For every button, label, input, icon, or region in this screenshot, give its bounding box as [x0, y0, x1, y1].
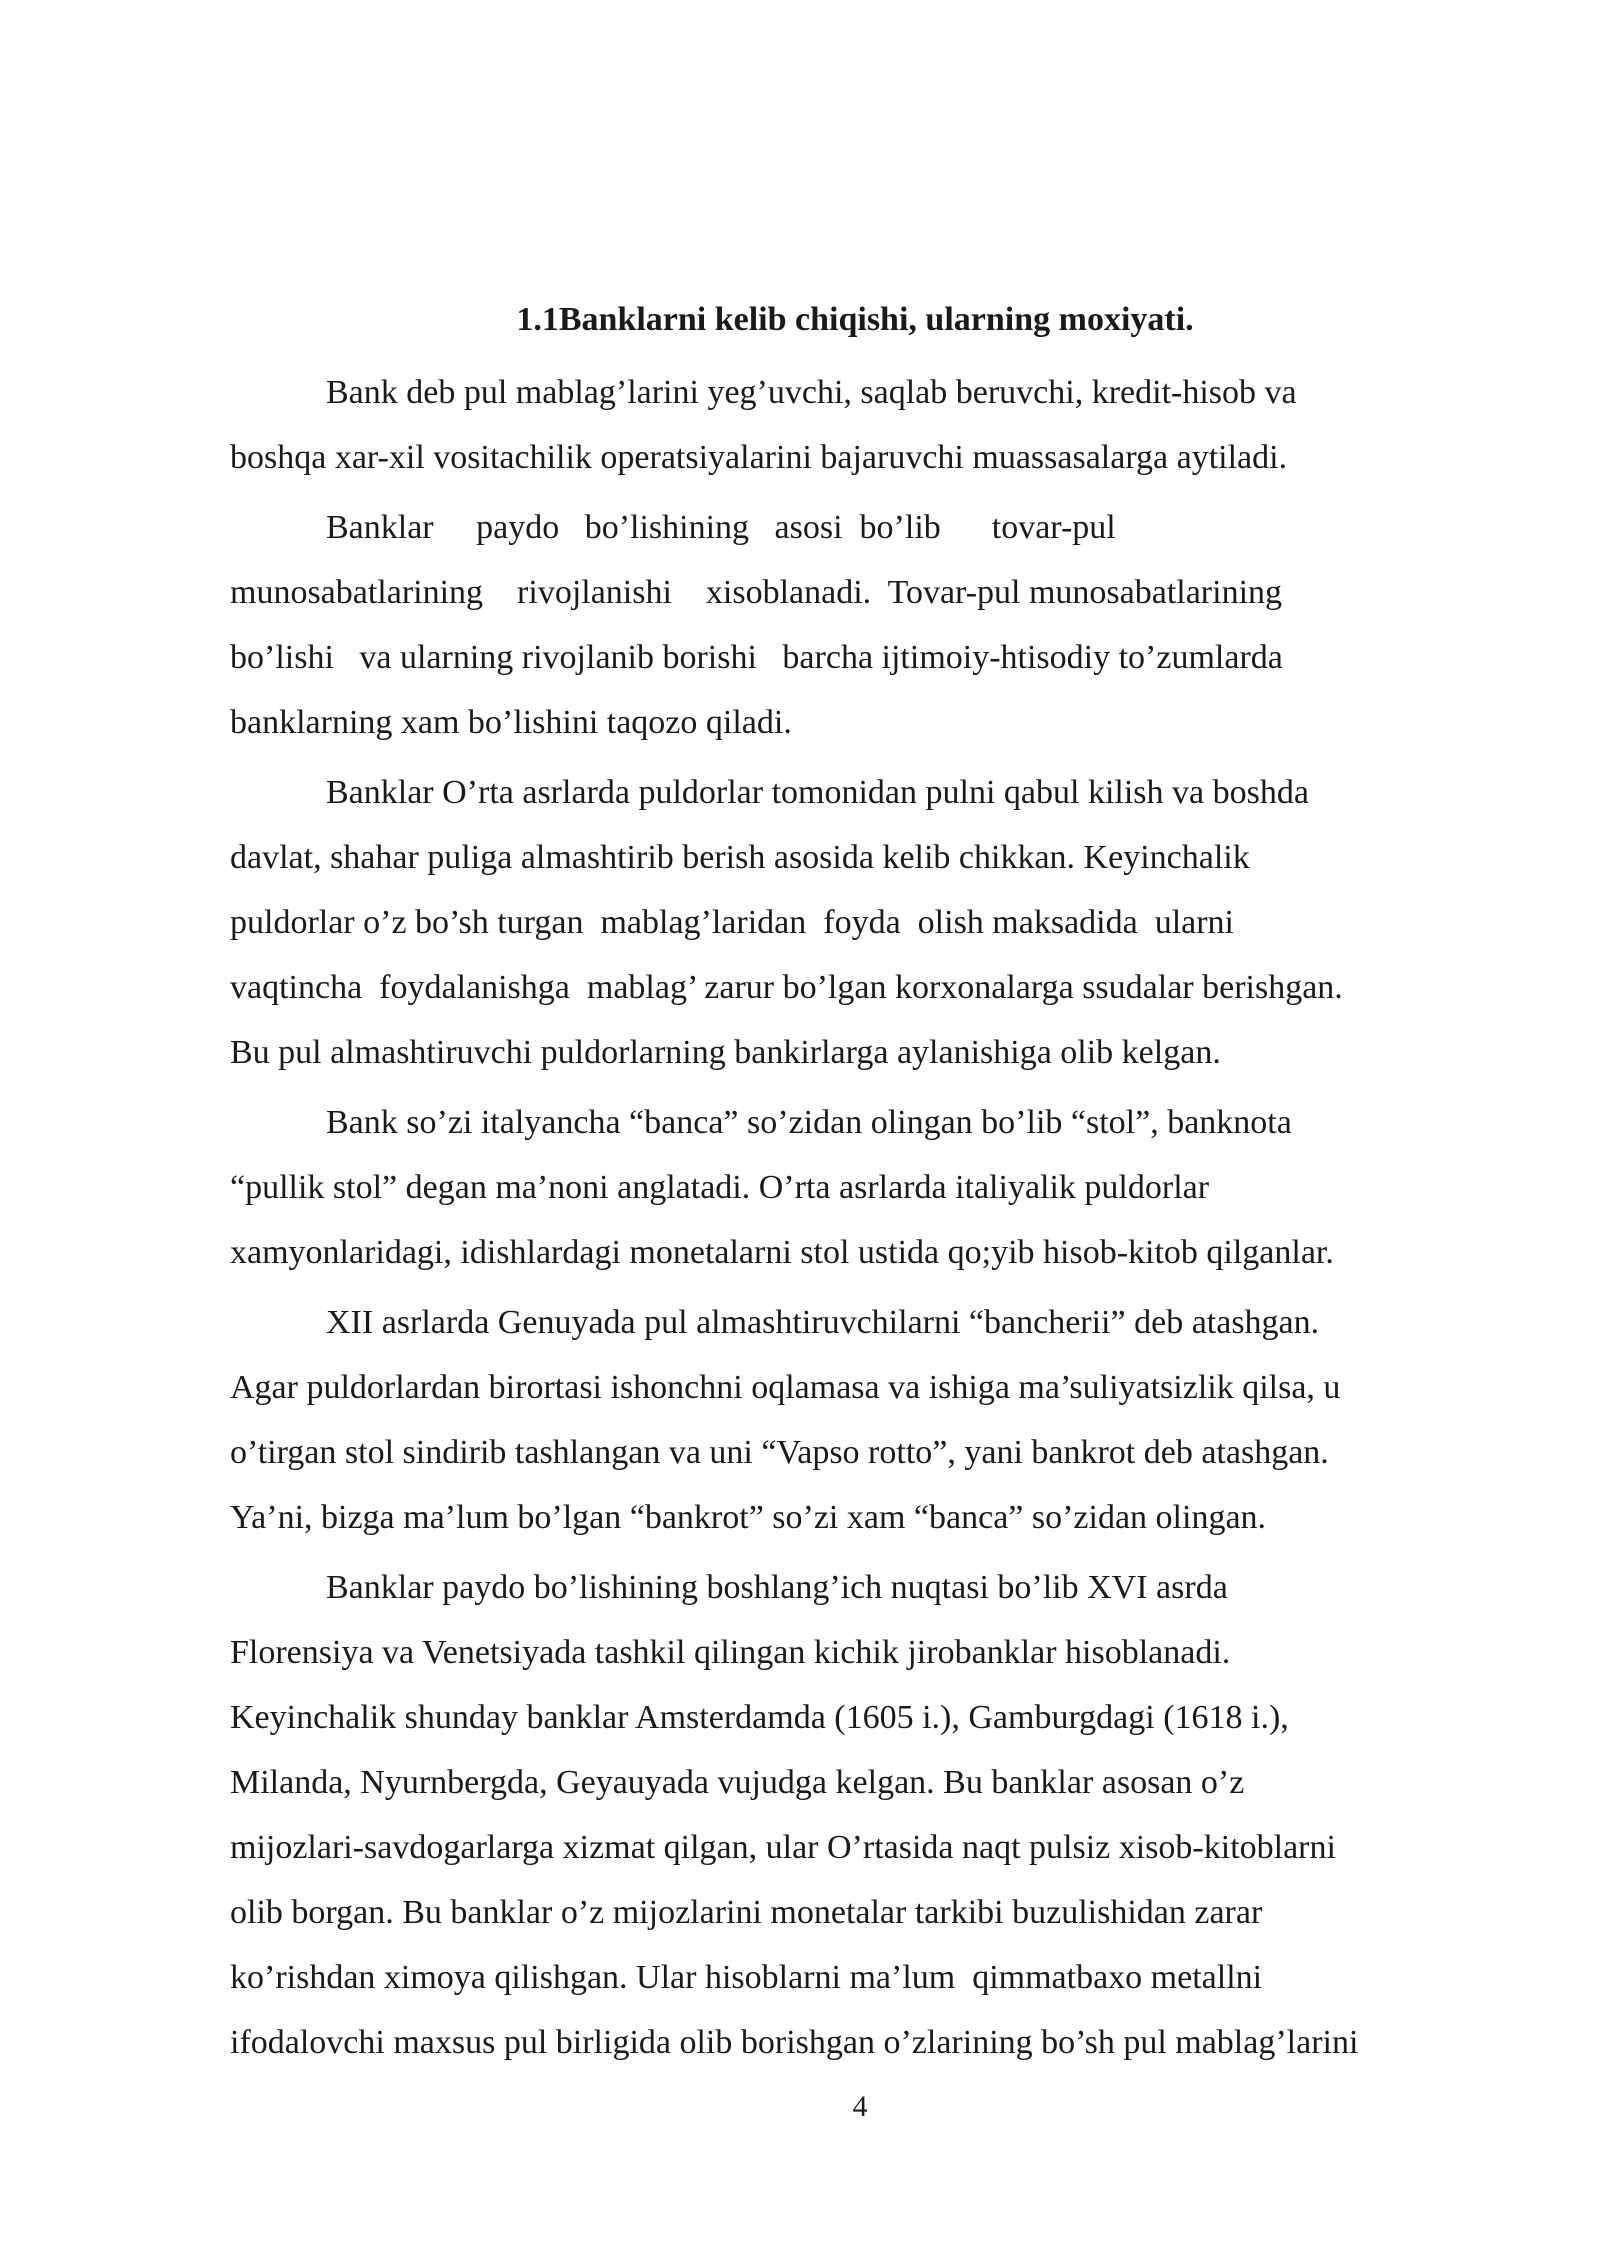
text-line: XII asrlarda Genuyada pul almashtiruvchilarni “bancherii” deb atashgan. [326, 1304, 1320, 1341]
text-line: vaqtincha foydalanishga mablag’ zarur bo’lgan korxonalarga ssudalar berishgan. [230, 969, 1343, 1006]
text-line: bo’lishi va ularning rivojlanib borishi barcha ijtimoiy-htisodiy to’zumlarda [230, 639, 1283, 676]
text-line: Bu pul almashtiruvchi puldorlarning bankirlarga aylanishiga olib kelgan. [230, 1034, 1221, 1071]
text-line: Keyinchalik shunday banklar Amsterdamda (1605 i.), Gamburgdagi (1618 i.), [230, 1699, 1289, 1736]
text-line: mijozlari-savdogarlarga xizmat qilgan, ular O’rtasida naqt pulsiz xisob-kitoblarni [230, 1829, 1336, 1866]
text-line: Milanda, Nyurnbergda, Geyauyada vujudga kelgan. Bu banklar asosan o’z [230, 1764, 1245, 1801]
text-line: ko’rishdan ximoya qilishgan. Ular hisoblarni ma’lum qimmatbaxo metallni [230, 1959, 1263, 1996]
text-line: munosabatlarining rivojlanishi xisoblanadi. Tovar-pul munosabatlarining [230, 574, 1283, 611]
text-line: olib borgan. Bu banklar o’z mijozlarini monetalar tarkibi buzulishidan zarar [230, 1894, 1263, 1931]
text-line: Banklar paydo bo’lishining asosi bo’lib tovar-pul [326, 509, 1116, 546]
text-line: Bank deb pul mablag’larini yeg’uvchi, saqlab beruvchi, kredit-hisob va [326, 374, 1297, 411]
text-line: “pullik stol” degan ma’noni anglatadi. O’rta asrlarda italiyalik puldorlar [230, 1169, 1210, 1206]
text-line: Agar puldorlardan birortasi ishonchni oqlamasa va ishiga ma’suliyatsizlik qilsa, u [230, 1369, 1341, 1406]
text-line: boshqa xar-xil vositachilik operatsiyalarini bajaruvchi muassasalarga aytiladi. [230, 439, 1288, 476]
text-line: davlat, shahar puliga almashtirib berish asosida kelib chikkan. Keyinchalik [230, 839, 1250, 876]
text-line: Ya’ni, bizga ma’lum bo’lgan “bankrot” so’zi xam “banca” so’zidan olingan. [230, 1499, 1267, 1536]
text-line: Banklar O’rta asrlarda puldorlar tomonidan pulni qabul kilish va boshda [326, 774, 1309, 811]
page-number: 4 [852, 2090, 868, 2123]
text-line: puldorlar o’z bo’sh turgan mablag’laridan foyda olish maksadida ularni [230, 904, 1234, 941]
text-line: o’tirgan stol sindirib tashlangan va uni “Vapso rotto”, yani bankrot deb atashgan. [230, 1434, 1329, 1471]
text-line: Florensiya va Venetsiyada tashkil qilingan kichik jirobanklar hisoblanadi. [230, 1634, 1231, 1671]
section-heading: 1.1Banklarni kelib chiqishi, ularning moxiyati. [516, 301, 1194, 338]
text-line: Bank so’zi italyancha “banca” so’zidan olingan bo’lib “stol”, banknota [326, 1104, 1292, 1141]
text-line: banklarning xam bo’lishini taqozo qiladi. [230, 704, 792, 741]
text-line: xamyonlaridagi, idishlardagi monetalarni stol ustida qo;yib hisob-kitob qilganlar. [230, 1234, 1334, 1271]
text-line: ifodalovchi maxsus pul birligida olib borishgan o’zlarining bo’sh pul mablag’larini [230, 2024, 1359, 2061]
text-line: Banklar paydo bo’lishining boshlang’ich nuqtasi bo’lib XVI asrda [326, 1569, 1228, 1606]
